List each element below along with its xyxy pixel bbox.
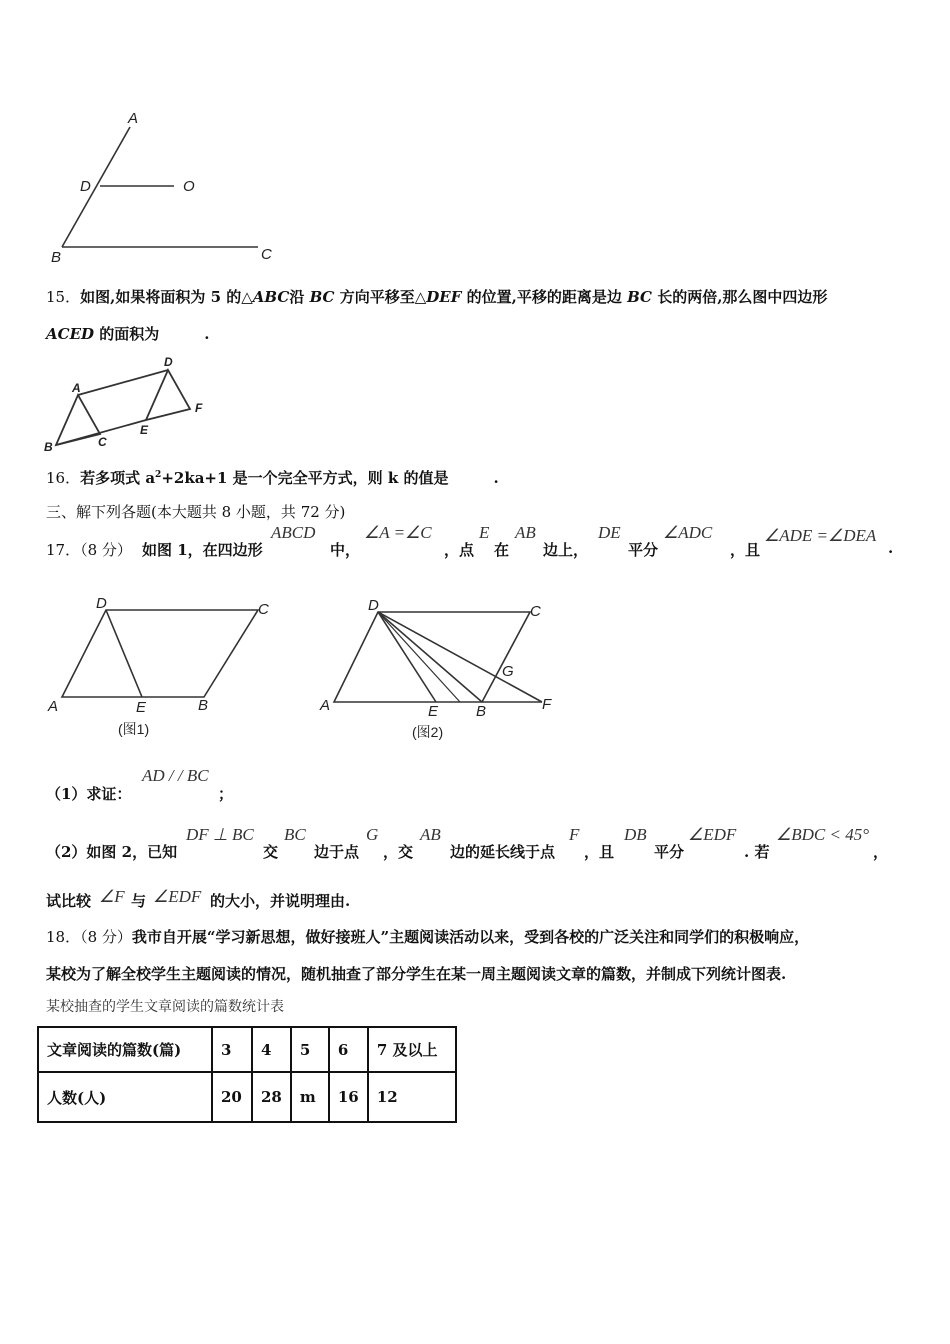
table-cell: 5 [291,1027,329,1072]
label-a: A [320,697,331,714]
q17-part2-t2: 边于点 [314,843,360,861]
label-e: E [428,703,439,720]
q15-text: 的位置,平移的距离是边 [466,288,622,306]
q16-blank [449,469,494,487]
q17-abcd: ABCD [271,523,316,542]
q15-blank [159,325,204,343]
q18-table-title: 某校抽查的学生文章阅读的篇数统计表 [46,999,284,1015]
quad-abcd [334,612,530,702]
q17-part2-t3: ，交 [383,843,414,861]
table-cell: 7 及以上 [368,1027,456,1072]
q17-part2-t8: ， [873,843,889,861]
q17-part2-f: F [569,825,580,844]
label-a: A [48,698,59,715]
segment-de [106,610,142,697]
q16-end: . [493,469,499,487]
q18-number: 18． [46,928,81,946]
triangle-abc [56,395,100,445]
q17-part2-t4: 边的延长线于点 [450,843,556,861]
reading-stats-table [37,1026,457,1123]
q17-t5: 边上， [543,541,589,559]
table-cell: 4 [252,1027,291,1072]
table-cell: 3 [212,1027,252,1072]
q17-num: 17． [46,541,81,559]
q17-part2-t5: ，且 [584,843,615,861]
q17-part2-g: G [366,825,379,844]
q16-line [46,467,499,488]
q18-text: 我市自开展“学习新思想，做好接班人”主题阅读活动以来，受到各校的广泛关注和同学们的积极响应， [131,928,810,946]
q17-t4: 在 [494,541,510,559]
label-d: D [96,595,107,612]
table-cell: 12 [368,1072,456,1122]
q15-abc: ABC [252,288,290,306]
q17-part1-expr: AD / / BC [142,766,209,785]
q17-t2: 中， [330,541,361,559]
q15-text: 如图,如果将面积为 [80,288,206,306]
q17-part2-angle-edf: ∠EDF [153,887,202,906]
q16-text: 若多项式 a [80,469,156,487]
q17-part2-bdc: ∠BDC < 45° [776,825,870,844]
label-f: F [195,401,203,415]
q17-ade-dea: ∠ADE =∠DEA [764,526,877,545]
q15-def: DEF [426,288,462,306]
table-cell: 人数(人) [38,1072,212,1122]
label-c: C [261,246,272,263]
q17-part2-df-bc: DF ⊥ BC [186,825,254,844]
q15-text: 长的两倍,那么图中四边形 [657,288,828,306]
table-cell: 16 [329,1072,368,1122]
q17-part2-t7: . 若 [744,843,770,861]
label-f: F [542,696,552,713]
q17-points: （8 分） [80,541,132,559]
segment-de [378,612,436,702]
label-o: O [183,178,195,195]
figure-translation [42,352,212,454]
q18-points: （8 分） [80,928,132,946]
q17-part2-angle-f: ∠F [99,887,125,906]
q17-part2-ab: AB [420,825,441,844]
q15-line2 [46,323,210,344]
q17-t8: . [888,539,894,557]
table-cell: 20 [212,1072,252,1122]
table-header-row [38,1027,456,1072]
q17-t3: ，点 [444,541,475,559]
q15-end: . [204,325,210,343]
segment-df [378,612,542,702]
label-e: E [136,699,147,716]
q17-part2-line2b: 与 [131,892,147,910]
q16-text: +2ka+1 是一个完全平方式，则 k 的值是 [161,469,449,487]
q18-line2: 某校为了解全校学生主题阅读的情况，随机抽查了部分学生在某一周主题阅读文章的篇数，并制成下列统计图表. [46,965,787,983]
label-a: A [128,110,139,127]
q17-t1: 如图 1，在四边形 [142,541,263,559]
q17-number [46,539,132,560]
q15-text: 的面积为 [99,325,160,343]
q17-part2-t6: 平分 [654,843,685,861]
q17-part2-edf: ∠EDF [688,825,737,844]
table-cell: 文章阅读的篇数(篇) [38,1027,212,1072]
label-c: C [530,603,541,620]
q15-text: 沿 [289,288,305,306]
line-ba [62,127,130,247]
q17-part2-t1: 交 [263,843,279,861]
label-b: B [51,249,62,266]
label-b: B [476,703,487,720]
q17-part2-line2c: 的大小，并说明理由. [210,892,351,910]
q17-part1-label: （1）求证： [46,785,132,803]
q15-bc: BC [309,288,335,306]
q15-text: 的△ [226,288,253,306]
q16-sup: 2 [155,470,162,480]
table-cell: m [291,1072,329,1122]
q18-line1 [46,926,809,947]
q17-part2-db: DB [624,825,647,844]
label-d: D [368,597,379,614]
q15-aced: ACED [46,325,95,343]
table-row [38,1072,456,1122]
section3-title: 三、解下列各题(本大题共 8 小题，共 72 分) [46,503,346,521]
q17-de: DE [598,523,621,542]
segment-dx [378,612,460,702]
label-d: D [164,355,173,369]
figure-q17-1 [40,592,290,742]
q17-adc: ∠ADC [663,523,713,542]
label-b: B [198,697,209,714]
label-g: G [502,663,514,680]
q17-angle-eq: ∠A =∠C [364,523,432,542]
label-d: D [80,178,91,195]
q17-t7: ，且 [730,541,761,559]
triangle-def [146,370,190,420]
q15-bc: BC [627,288,652,306]
label-b: B [44,440,53,454]
segment-ad [78,370,168,395]
q15-area: 5 [210,288,221,306]
q17-e: E [479,523,490,542]
label-e: E [140,423,149,437]
q17-part2-label: （2）如图 2，已知 [46,843,178,861]
quad-abcd [62,610,258,697]
segment-db [378,612,482,702]
q17-ab: AB [515,523,536,542]
label-a: A [72,381,81,395]
label-c: C [258,601,269,618]
figure-angle-abc [40,105,290,270]
fig1-caption: (图1) [118,721,150,737]
q17-part2-line2a: 试比较 [46,892,92,910]
q15-number: 15． [46,288,81,306]
q15-line1 [46,286,827,307]
q17-part1-end: ； [218,785,234,803]
q17-part2-bc: BC [284,825,306,844]
fig2-caption: (图2) [412,724,444,740]
table-cell: 6 [329,1027,368,1072]
label-c: C [98,435,107,449]
figure-q17-2 [310,592,570,742]
table-cell: 28 [252,1072,291,1122]
q15-text: 方向平移至△ [339,288,427,306]
q17-t6: 平分 [628,541,659,559]
q16-number: 16． [46,469,81,487]
